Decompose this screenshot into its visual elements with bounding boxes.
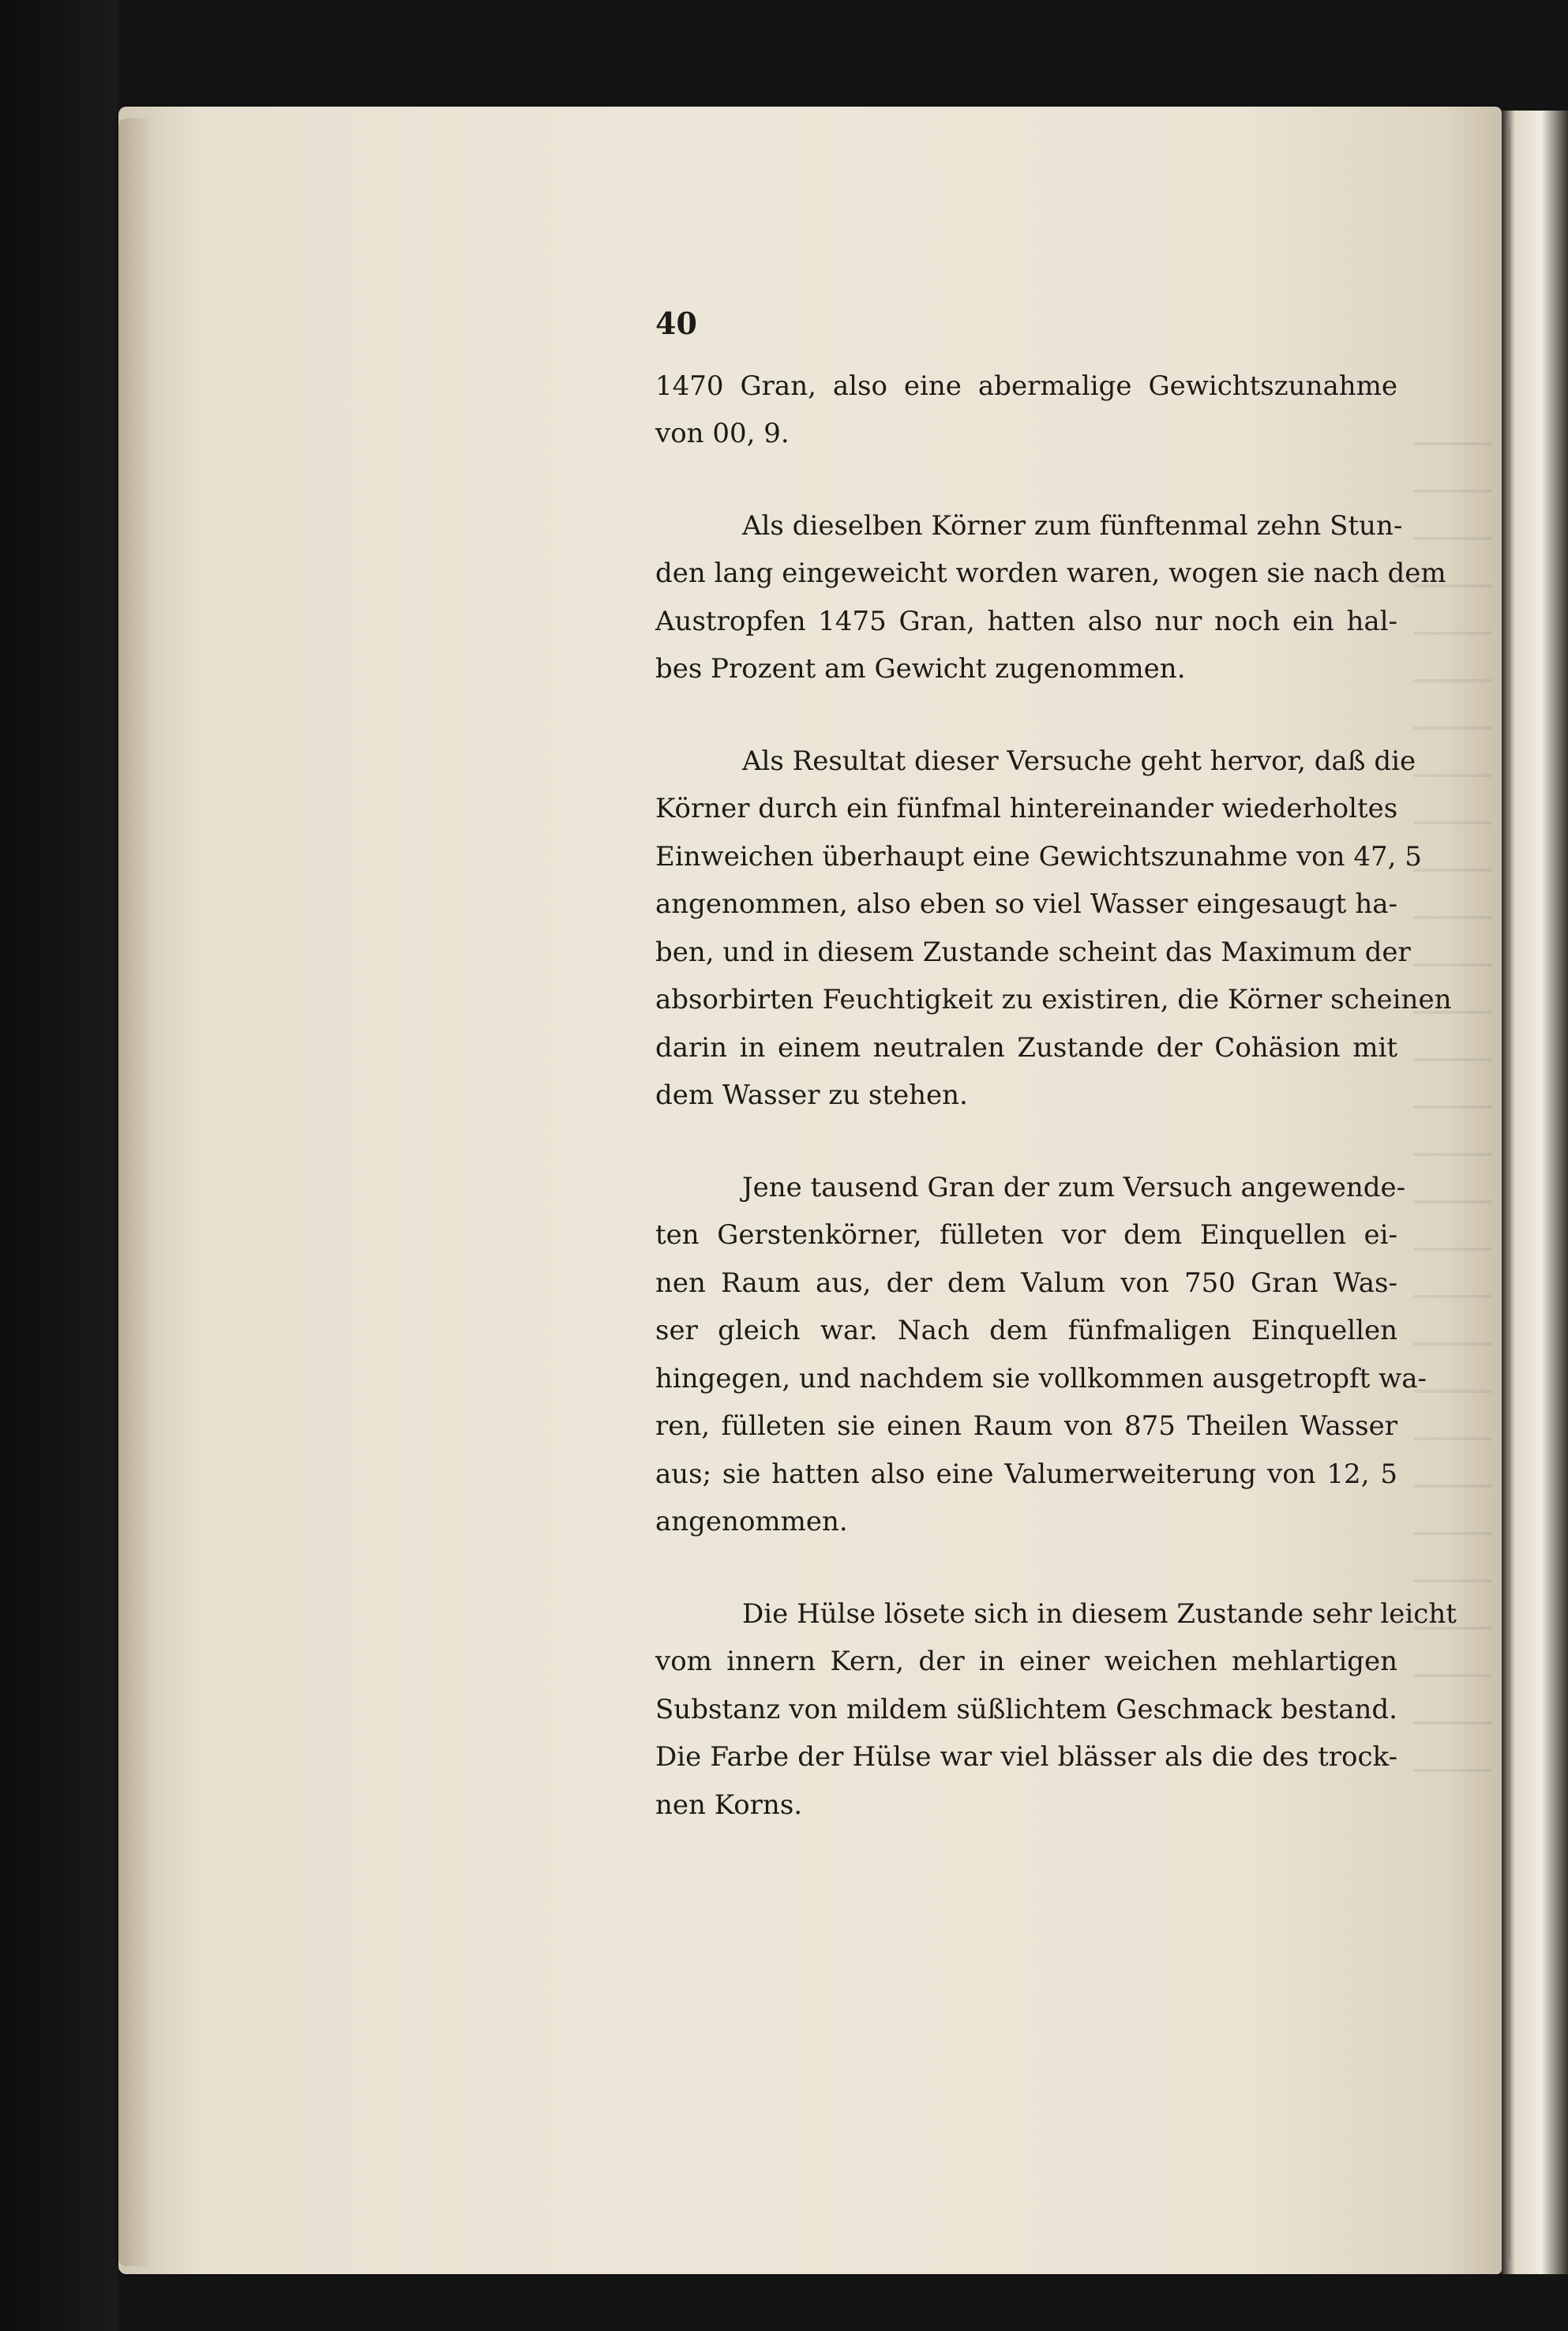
spine-line — [1508, 126, 1510, 2258]
text-line: dem Wasser zu stehen. — [655, 1079, 968, 1111]
paragraph-2 — [655, 502, 1446, 693]
text-line: Substanz von mildem süßlichtem Geschmack bestand. — [655, 1693, 1397, 1725]
text-line: bes Prozent am Gewicht zugenommen. — [655, 653, 1186, 685]
paragraph-3 — [655, 738, 1452, 1120]
text-line: absorbirten Feuchtigkeit zu existiren, die Körner scheinen — [655, 984, 1452, 1015]
page-number: 40 — [655, 306, 697, 341]
paragraph-4 — [655, 1164, 1427, 1546]
text-line: Als Resultat dieser Versuche geht hervor, daß die — [742, 745, 1416, 777]
text-line: ser gleich war. Nach dem fünfmaligen Einquellen — [655, 1315, 1397, 1346]
text-line: Als dieselben Körner zum fünftenmal zehn Stun- — [742, 509, 1403, 542]
text-line: Jene tausend Gran der zum Versuch angewende- — [742, 1171, 1406, 1203]
text-line: Austropfen 1475 Gran, hatten also nur noch ein hal- — [655, 605, 1397, 637]
paragraph-1 — [655, 362, 1397, 458]
text-line: vom innern Kern, der in einer weichen mehlartigen — [655, 1646, 1397, 1677]
text-line: angenommen, also eben so viel Wasser eingesaugt ha- — [655, 888, 1397, 920]
background-left — [0, 0, 118, 2331]
text-line: Die Hülse lösete sich in diesem Zustande sehr leicht — [742, 1597, 1457, 1630]
text-line: 1470 Gran, also eine abermalige Gewichtszunahme — [655, 370, 1397, 402]
text-line: Die Farbe der Hülse war viel blässer als die des trock- — [655, 1741, 1397, 1773]
text-line: ren, fülleten sie einen Raum von 875 Theilen Wasser — [655, 1410, 1397, 1442]
text-line: darin in einem neutralen Zustande der Cohäsion mit — [655, 1031, 1397, 1064]
text-line: ten Gerstenkörner, fülleten vor dem Einquellen ei- — [655, 1219, 1397, 1251]
text-line: aus; sie hatten also eine Valumerweiterung von 12, 5 — [655, 1458, 1397, 1490]
text-line: nen Raum aus, der dem Valum von 750 Gran Was- — [655, 1267, 1397, 1299]
book-spine — [1502, 111, 1568, 2274]
text-line: ben, und in diesem Zustande scheint das Maximum der — [655, 936, 1411, 968]
text-line: Körner durch ein fünfmal hintereinander wiederholtes — [655, 793, 1398, 824]
bleed-through — [1413, 442, 1492, 1785]
paragraph-5 — [655, 1590, 1457, 1830]
text-line: hingegen, und nachdem sie vollkommen ausgetropft wa- — [655, 1362, 1427, 1394]
text-line: Einweichen überhaupt eine Gewichtszunahme von 47, 5 — [655, 840, 1422, 873]
text-line: den lang eingeweicht worden waren, wogen sie nach dem — [655, 557, 1446, 589]
text-line: von 00, 9. — [655, 418, 790, 449]
page-text — [655, 300, 1457, 1829]
page-edge — [118, 118, 150, 2266]
text-line: angenommen. — [655, 1506, 848, 1537]
text-line: nen Korns. — [655, 1789, 803, 1821]
